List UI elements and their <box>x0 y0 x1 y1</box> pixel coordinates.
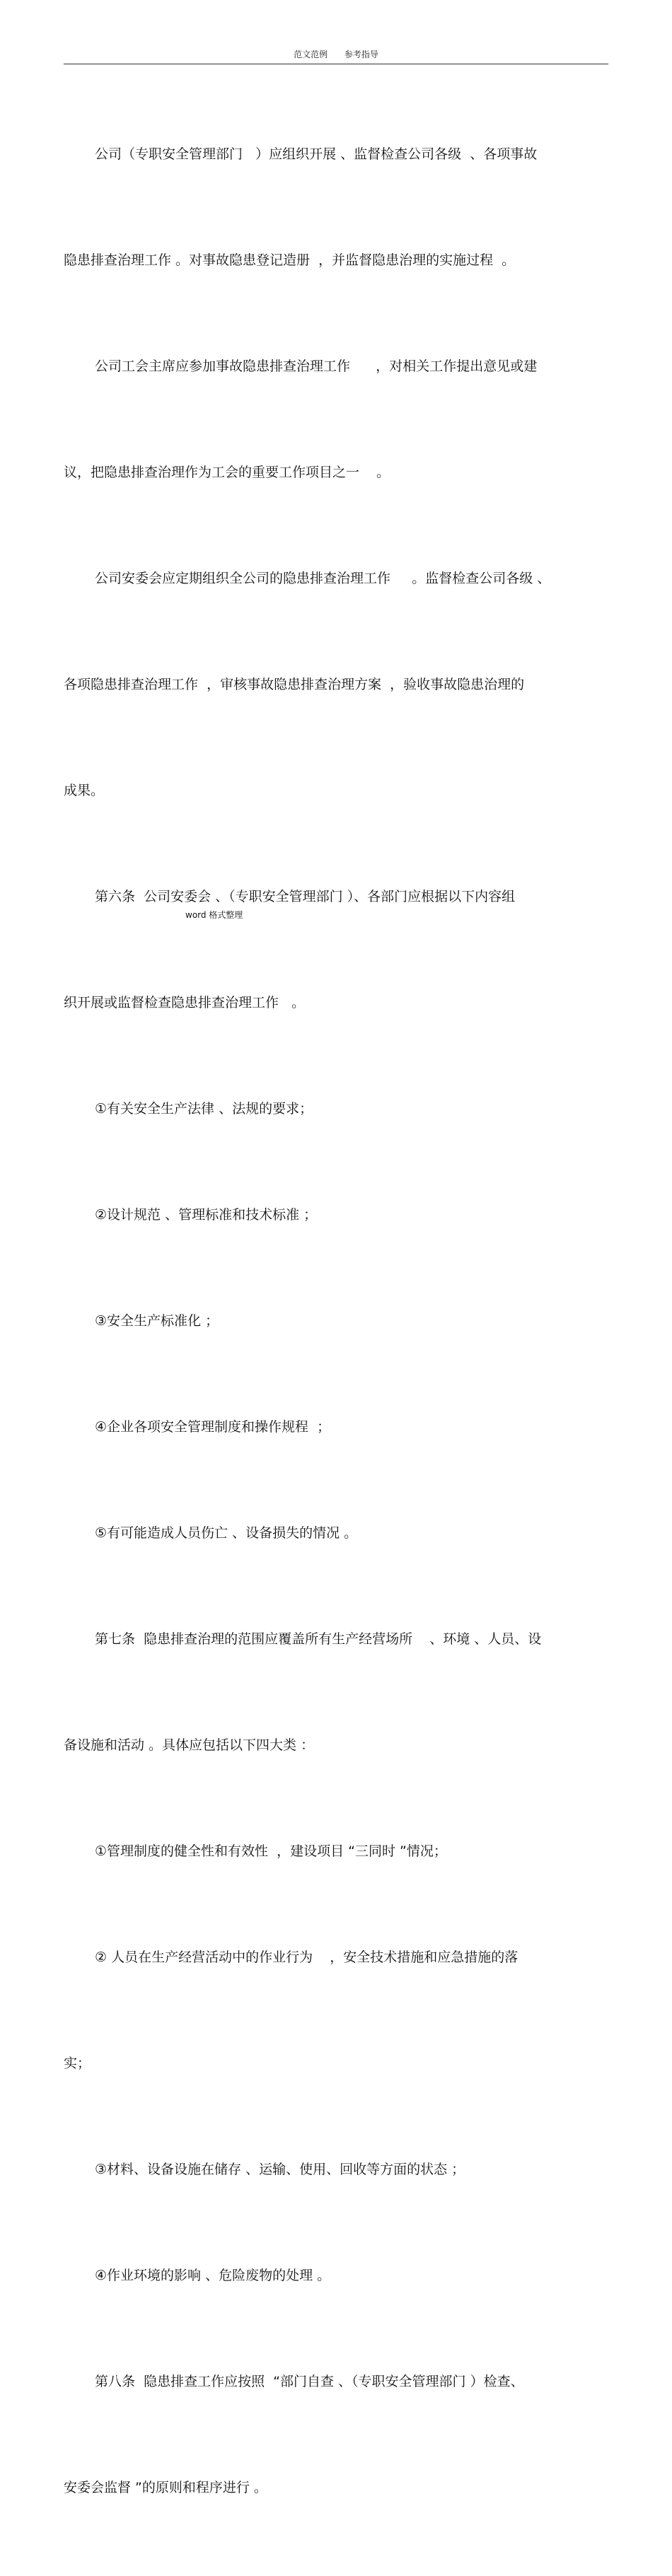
document-body <box>64 66 610 2576</box>
text-line: 实； <box>64 2056 91 2071</box>
page-footer: word 格式整理 <box>185 910 243 920</box>
text-line: 成果。 <box>64 783 105 798</box>
text-line: ③材料、设备设施在储存 、运输、使用、回收等方面的状态 ； <box>95 2162 465 2177</box>
text-line: ⑤有可能造成人员伤亡 、设备损失的情况 。 <box>95 1525 358 1541</box>
text-line: 议，把隐患排查治理作为工会的重要工作项目之一 。 <box>64 465 390 480</box>
text-line: 安委会监督 ”的原则和程序进行 。 <box>64 2480 267 2495</box>
text-line: 织开展或监督检查隐患排查治理工作 。 <box>64 995 306 1010</box>
text-line: 公司（专职安全管理部门 ）应组织开展 、监督检查公司各级 、各项事故 <box>95 146 538 162</box>
text-line: ② 人员在生产经营活动中的作业行为 ，安全技术措施和应急措施的落 <box>95 1950 519 1965</box>
text-line: ④企业各项安全管理制度和操作规程 ； <box>95 1419 331 1435</box>
text-line: ①管理制度的健全性和有效性 ，建设项目 “三同时 ”情况； <box>95 1843 447 1859</box>
text-line: 隐患排查治理工作 。对事故隐患登记造册 ，并监督隐患治理的实施过程 。 <box>64 252 516 268</box>
body-text <box>64 66 610 2576</box>
text-line: ③安全生产标准化 ； <box>95 1313 219 1329</box>
text-line: 第七条 隐患排查治理的范围应覆盖所有生产经营场所 、环境 、人员、设 <box>95 1631 542 1647</box>
text-line: ④作业环境的影响 、危险废物的处理 。 <box>95 2268 331 2283</box>
text-line: 第八条 隐患排查工作应按照 “部门自查 、（专职安全管理部门 ）检查、 <box>95 2374 524 2389</box>
page-header <box>0 48 672 60</box>
text-line: 各项隐患排查治理工作 ，审核事故隐患排查治理方案 ，验收事故隐患治理的 <box>64 677 525 692</box>
text-line: 备设施和活动 。具体应包括以下四大类 ： <box>64 1737 315 1753</box>
text-line: ②设计规范 、管理标准和技术标准 ； <box>95 1207 318 1223</box>
header-left-text: 范文范例 <box>294 49 328 59</box>
text-line: 第六条 公司安委会 、（专职安全管理部门 ）、各部门应根据以下内容组 <box>95 889 516 904</box>
text-line: ①有关安全生产法律 、法规的要求； <box>95 1101 313 1117</box>
text-line: 公司工会主席应参加事故隐患排查治理工作 ，对相关工作提出意见或建 <box>95 359 538 374</box>
header-right-text: 参考指导 <box>344 49 378 59</box>
text-line: 公司安委会应定期组织全公司的隐患排查治理工作 。监督检查公司各级 、 <box>95 571 551 586</box>
